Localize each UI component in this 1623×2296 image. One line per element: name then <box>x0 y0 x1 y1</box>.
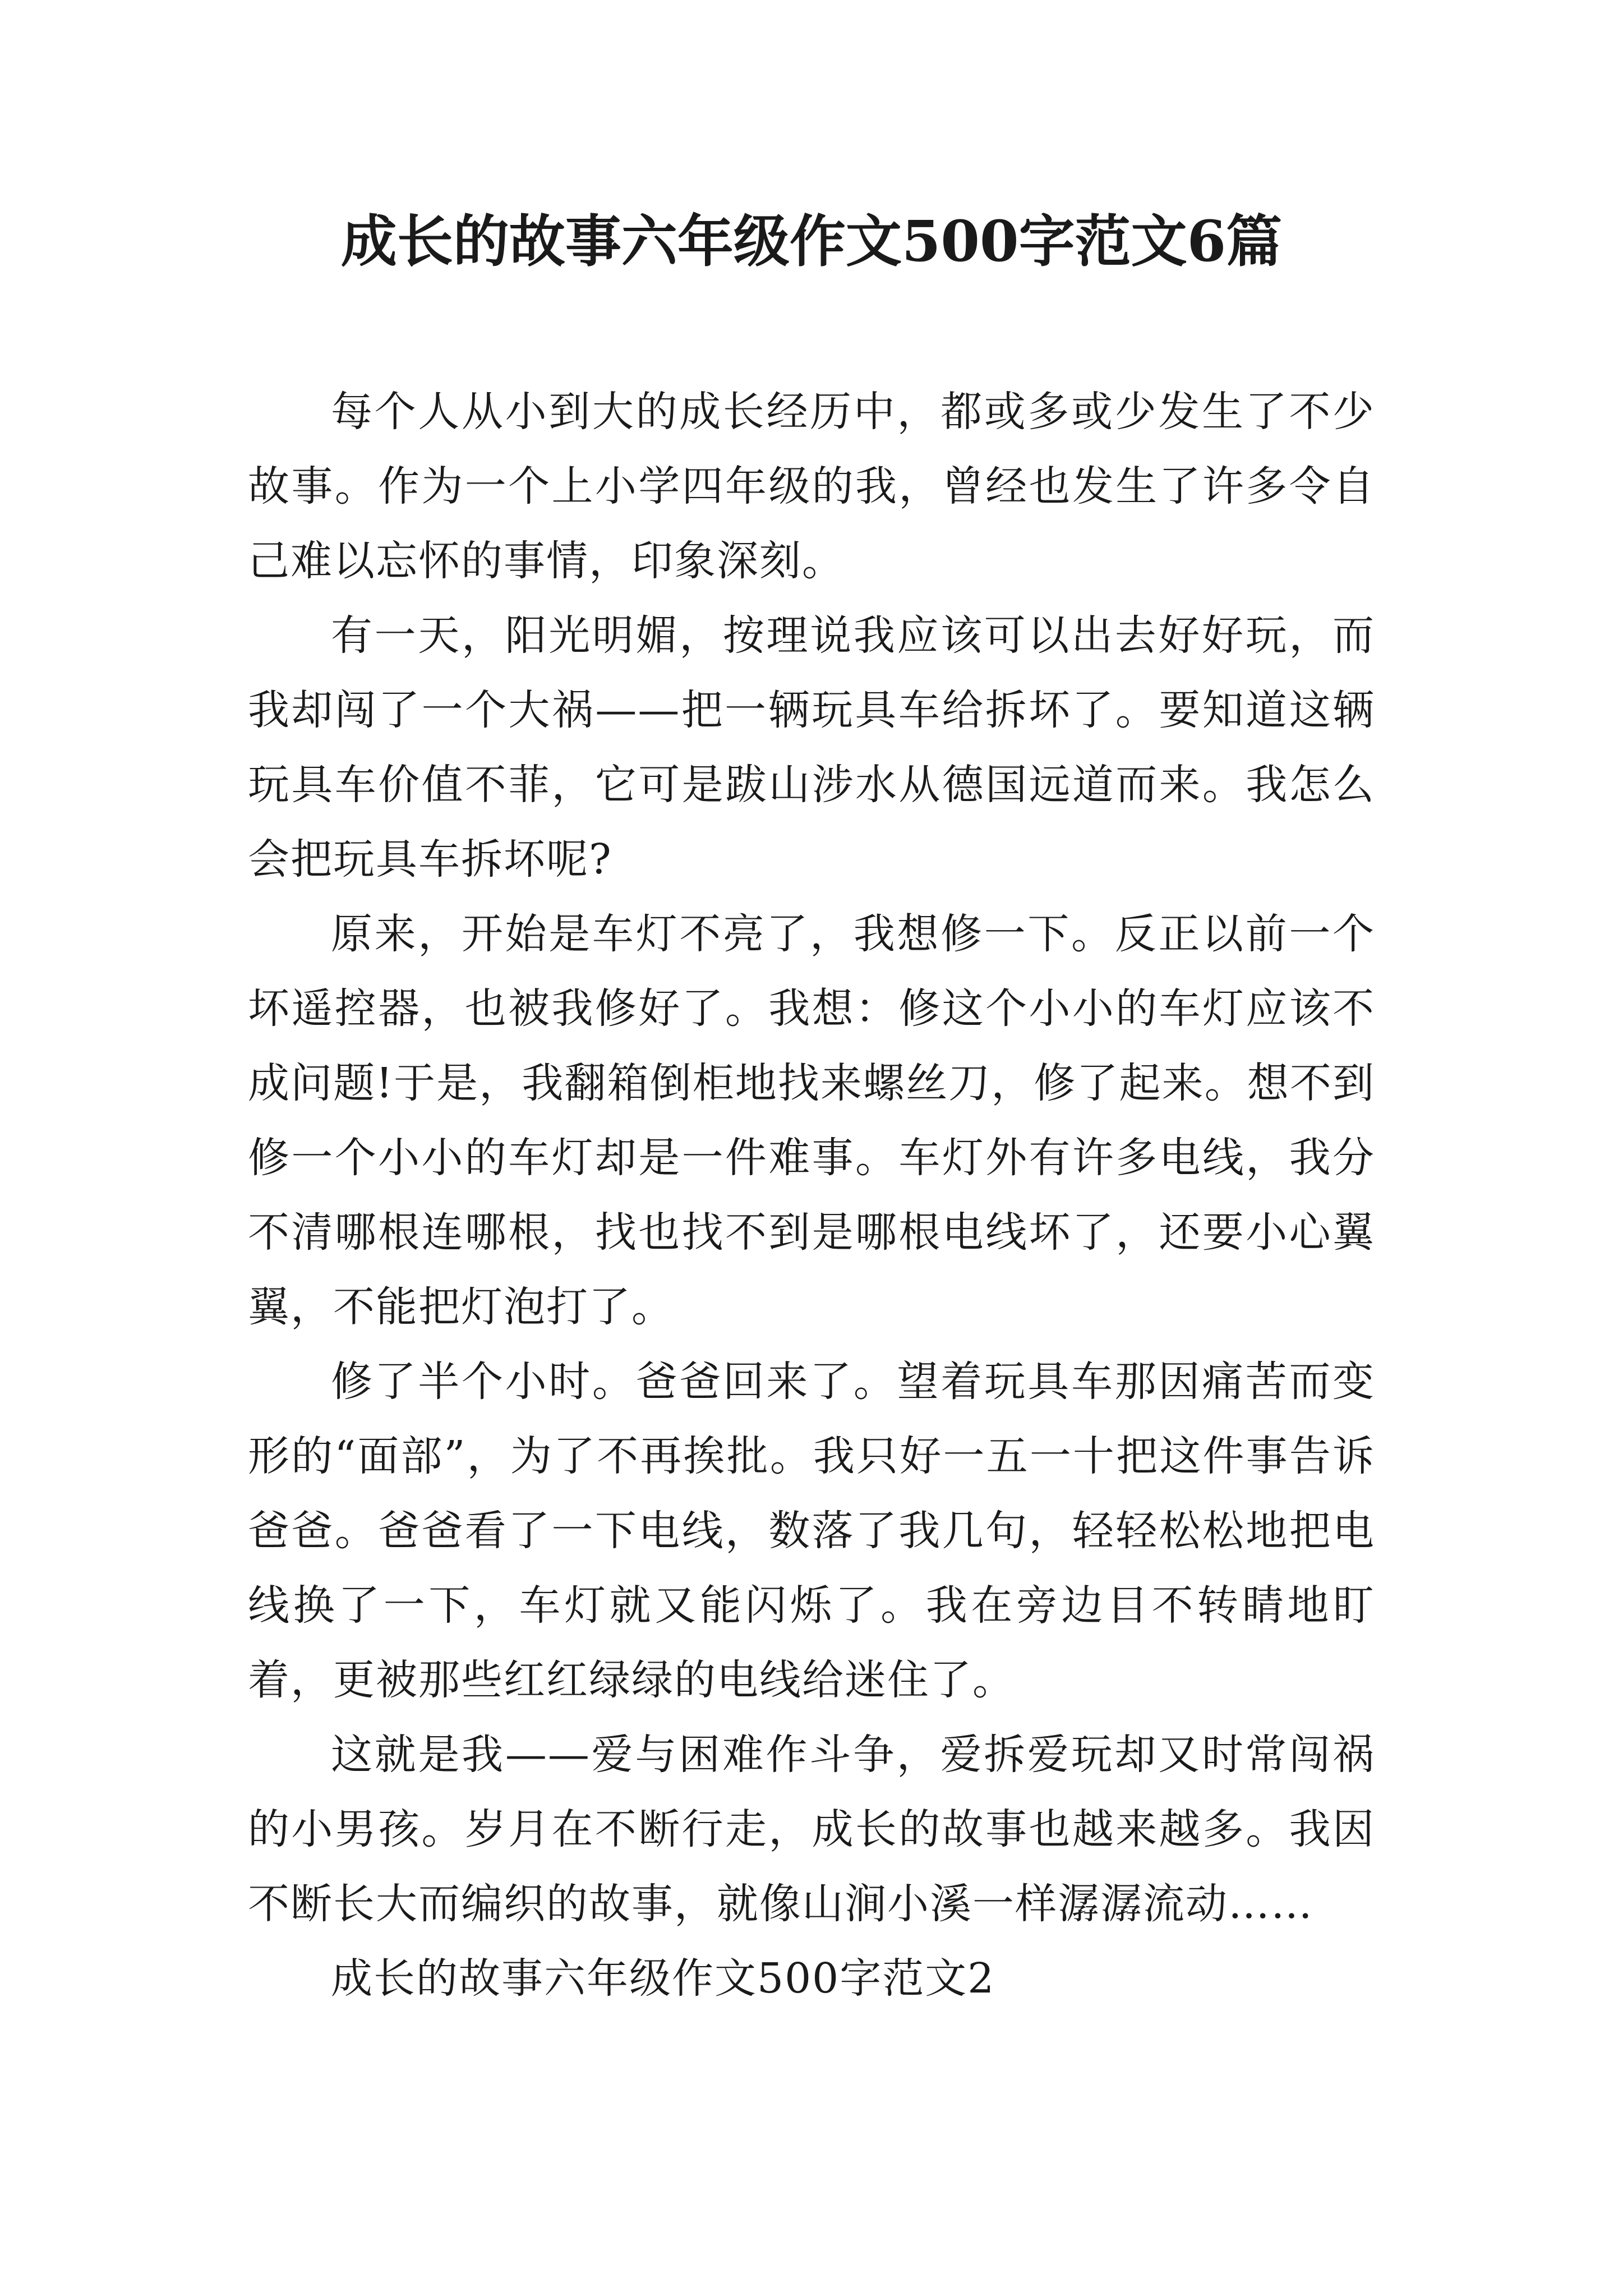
document-body <box>248 375 1375 2016</box>
paragraph-2: 有一天，阳光明媚，按理说我应该可以出去好好玩，而我却闯了一个大祸——把一辆玩具车给拆坏了。要知道这辆玩具车价值不菲，它可是跋山涉水从德国远道而来。我怎么会把玩具车拆坏呢? <box>248 611 1375 884</box>
document-title: 成长的故事六年级作文500字范文6篇 <box>340 208 1283 274</box>
paragraph-1: 每个人从小到大的成长经历中，都或多或少发生了不少故事。作为一个上小学四年级的我，曾经也发生了许多令自己难以忘怀的事情，印象深刻。 <box>248 388 1375 585</box>
paragraph-4: 修了半个小时。爸爸回来了。望着玩具车那因痛苦而变形的“面部”，为了不再挨批。我只好一五一十把这件事告诉爸爸。爸爸看了一下电线，数落了我几句，轻轻松松地把电线换了一下，车灯就又能闪烁了。我在旁边目不转睛地盯着，更被那些红红绿绿的电线给迷住了。 <box>248 1358 1375 1704</box>
paragraph-5: 这就是我——爱与困难作斗争，爱拆爱玩却又时常闯祸的小男孩。岁月在不断行走，成长的故事也越来越多。我因不断长大而编织的故事，就像山涧小溪一样潺潺流动…… <box>248 1731 1375 1928</box>
section-heading-2: 成长的故事六年级作文500字范文2 <box>331 1954 995 2003</box>
paragraph-3: 原来，开始是车灯不亮了，我想修一下。反正以前一个坏遥控器，也被我修好了。我想：修这个小小的车灯应该不成问题!于是，我翻箱倒柜地找来螺丝刀，修了起来。想不到修一个小小的车灯却是一件难事。车灯外有许多电线，我分不清哪根连哪根，找也找不到是哪根电线坏了，还要小心翼翼，不能把灯泡打了。 <box>248 910 1375 1331</box>
